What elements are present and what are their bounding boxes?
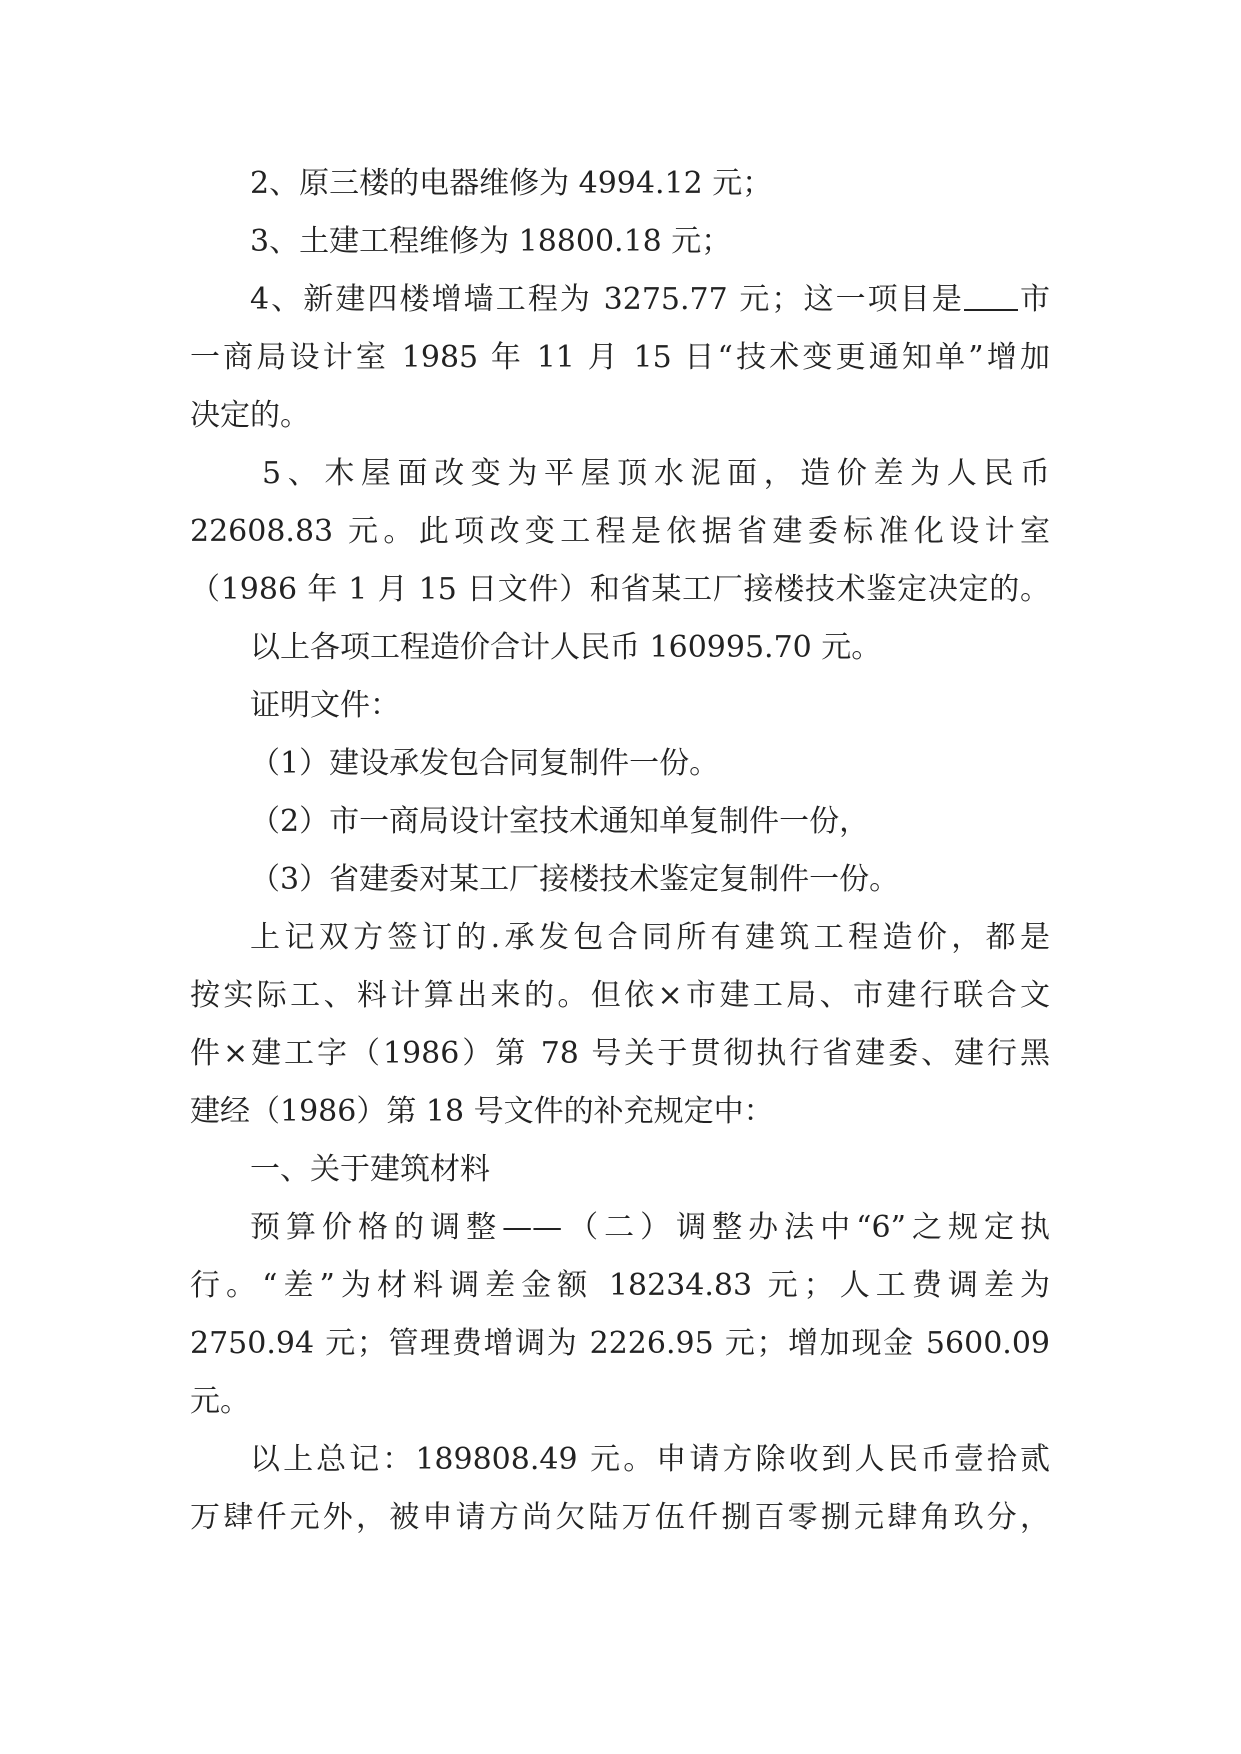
paragraph-line: （1986 年 1 月 15 日文件）和省某工厂接楼技术鉴定决定的。 <box>190 572 1050 607</box>
paragraph-line: 以上各项工程造价合计人民币 160995.70 元。 <box>250 630 882 665</box>
paragraph-line <box>190 271 1050 329</box>
paragraph-line: 以上总记：189808.49 元。申请方除收到人民币壹拾贰 <box>250 1442 1050 1477</box>
paragraph-line: 2、原三楼的电器维修为 4994.12 元； <box>250 166 773 201</box>
section-heading: 一、关于建筑材料 <box>250 1152 490 1187</box>
paragraph-line: 证明文件： <box>250 688 400 723</box>
fill-in-blank <box>964 279 1018 311</box>
paragraph-line: 万肆仟元外，被申请方尚欠陆万伍仟捌百零捌元肆角玖分， <box>190 1500 1050 1535</box>
document-body <box>190 155 1050 1547</box>
text-segment: 4、新建四楼增墙工程为 3275.77 元；这一项目是 <box>250 282 964 317</box>
paragraph-line: 件×建工字（1986）第 78 号关于贯彻执行省建委、建行黑 <box>190 1036 1050 1071</box>
list-item: （1）建设承发包合同复制件一份。 <box>250 746 720 781</box>
paragraph-line: 行。“差”为材料调差金额 18234.83 元；人工费调差为 <box>190 1268 1050 1303</box>
list-item: （2）市一商局设计室技术通知单复制件一份， <box>250 804 870 839</box>
paragraph-line: 2750.94 元；管理费增调为 2226.95 元；增加现金 5600.09 <box>190 1326 1050 1361</box>
paragraph-line: 建经（1986）第 18 号文件的补充规定中： <box>190 1094 774 1129</box>
list-item: （3）省建委对某工厂接楼技术鉴定复制件一份。 <box>250 862 900 897</box>
text-segment: 市 <box>1017 282 1051 317</box>
paragraph-line: 22608.83 元。此项改变工程是依据省建委标准化设计室 <box>190 514 1050 549</box>
paragraph-line: 决定的。 <box>190 398 310 433</box>
paragraph-line: 预算价格的调整——（二）调整办法中“6”之规定执 <box>250 1210 1050 1245</box>
paragraph-line: 5、木屋面改变为平屋顶水泥面，造价差为人民币 <box>262 456 1050 491</box>
paragraph-line: 元。 <box>190 1384 250 1419</box>
paragraph-line: 3、土建工程维修为 18800.18 元； <box>250 224 732 259</box>
paragraph-line: 一商局设计室 1985 年 11 月 15 日“技术变更通知单”增加 <box>190 340 1050 375</box>
paragraph-line: 上记双方签订的.承发包合同所有建筑工程造价，都是 <box>250 920 1050 955</box>
paragraph-line: 按实际工、料计算出来的。但依×市建工局、市建行联合文 <box>190 978 1050 1013</box>
